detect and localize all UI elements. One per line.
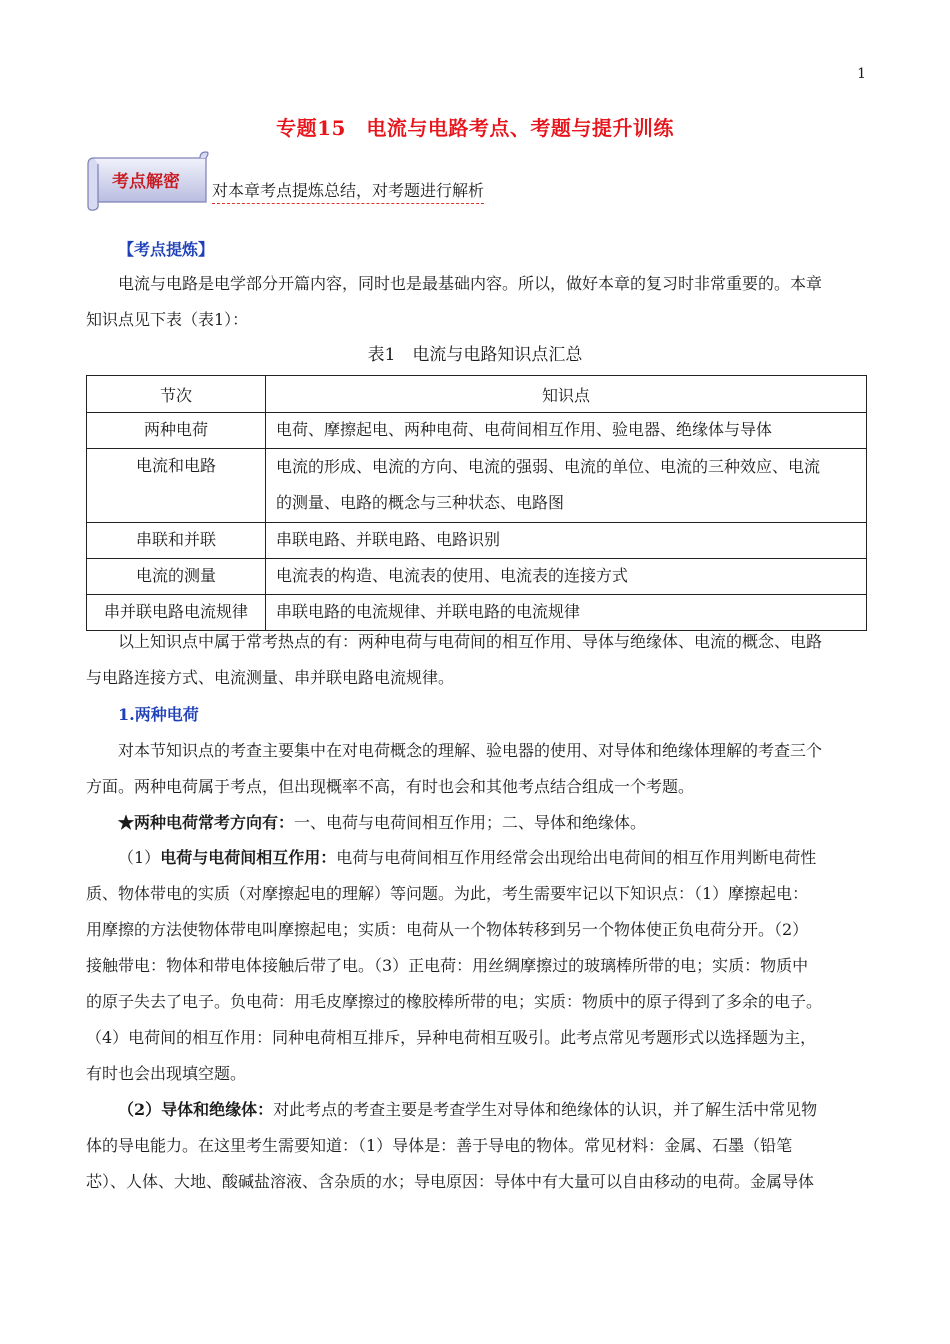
p2-line-6: （4）电荷间的相互作用：同种电荷相互排斥，异种电荷相互吸引。此考点常见考题形式以选择题为主， <box>86 1028 817 1047</box>
table-cell-points <box>266 449 867 523</box>
section-heading-1: 1.两种电荷 <box>118 705 199 724</box>
p1-line-2: 方面。两种电荷属于考点，但出现概率不高，有时也会和其他考点结合组成一个考题。 <box>86 777 695 796</box>
p3-line-2: 体的导电能力。在这里考生需要知道：（1）导体是：善于导电的物体。常见材料：金属、石墨（铅笔 <box>86 1136 793 1155</box>
p2-line-5: 的原子失去了电子。负电荷：用毛皮摩擦过的橡胶棒所带的电；实质：物质中的原子得到了多余的电子。 <box>86 992 823 1011</box>
banner-caption: 对本章考点提炼总结，对考题进行解析 <box>212 178 484 204</box>
table-row <box>87 559 867 595</box>
table-cell-section: 两种电荷 <box>87 413 266 449</box>
table-cell-section: 串并联电路电流规律 <box>87 595 266 631</box>
table-cell-line: 的测量、电路的概念与三种状态、电路图 <box>276 493 565 512</box>
after-table-line-1: 以上知识点中属于常考热点的有：两种电荷与电荷间的相互作用、导体与绝缘体、电流的概念、电路 <box>118 632 823 651</box>
table-header-section: 节次 <box>87 376 266 413</box>
page-number: 1 <box>857 66 866 82</box>
banner-label: 考点解密 <box>112 172 180 192</box>
p2-line-2: 质、物体带电的实质（对摩擦起电的理解）等问题。为此，考生需要牢记以下知识点：（1）摩擦起电： <box>86 884 809 903</box>
table-cell-section: 串联和并联 <box>87 523 266 559</box>
table-header-points: 知识点 <box>266 376 867 413</box>
table-caption: 表1 电流与电路知识点汇总 <box>367 345 583 365</box>
intro-line-1: 电流与电路是电学部分开篇内容，同时也是最基础内容。所以，做好本章的复习时非常重要的。本章 <box>118 274 823 293</box>
p3-line-1: （2）导体和绝缘体：对此考点的考查主要是考查学生对导体和绝缘体的认识，并了解生活中常见物 <box>118 1100 818 1119</box>
page-title: 专题15 电流与电路考点、考题与提升训练 <box>276 116 674 140</box>
p2-line-1: （1）电荷与电荷间相互作用：电荷与电荷间相互作用经常会出现给出电荷间的相互作用判断电荷性 <box>118 848 817 867</box>
table-row <box>87 523 867 559</box>
table-cell-points: 电荷、摩擦起电、两种电荷、电荷间相互作用、验电器、绝缘体与导体 <box>266 413 867 449</box>
p2-line-4: 接触带电：物体和带电体接触后带了电。（3）正电荷：用丝绸摩擦过的玻璃棒所带的电；实质：物质中 <box>86 956 809 975</box>
p2-line-7: 有时也会出现填空题。 <box>86 1064 247 1083</box>
table-cell-points: 串联电路的电流规律、并联电路的电流规律 <box>266 595 867 631</box>
p1-line-1: 对本节知识点的考查主要集中在对电荷概念的理解、验电器的使用、对导体和绝缘体理解的考查三个 <box>118 741 823 760</box>
table-row <box>87 449 867 523</box>
p2-line-3: 用摩擦的方法使物体带电叫摩擦起电；实质：电荷从一个物体转移到另一个物体使正负电荷分开。（2） <box>86 920 809 939</box>
table-cell-section: 电流和电路 <box>87 449 266 523</box>
knowledge-table <box>86 375 867 631</box>
table-cell-line: 电流的形成、电流的方向、电流的强弱、电流的单位、电流的三种效应、电流 <box>276 457 821 476</box>
table-cell-points: 电流表的构造、电流表的使用、电流表的连接方式 <box>266 559 867 595</box>
table-cell-section: 电流的测量 <box>87 559 266 595</box>
kaodian-heading: 【考点提炼】 <box>118 240 215 259</box>
table-row <box>87 413 867 449</box>
after-table-line-2: 与电路连接方式、电流测量、串并联电路电流规律。 <box>86 668 455 687</box>
intro-line-2: 知识点见下表（表1）： <box>86 310 249 329</box>
scroll-banner-icon <box>86 150 212 212</box>
table-cell-points: 串联电路、并联电路、电路识别 <box>266 523 867 559</box>
star-line: ★两种电荷常考方向有：一、电荷与电荷间相互作用；二、导体和绝缘体。 <box>118 813 647 832</box>
p3-line-3: 芯）、人体、大地、酸碱盐溶液、含杂质的水；导电原因：导体中有大量可以自由移动的电荷。金属导体 <box>86 1172 815 1191</box>
